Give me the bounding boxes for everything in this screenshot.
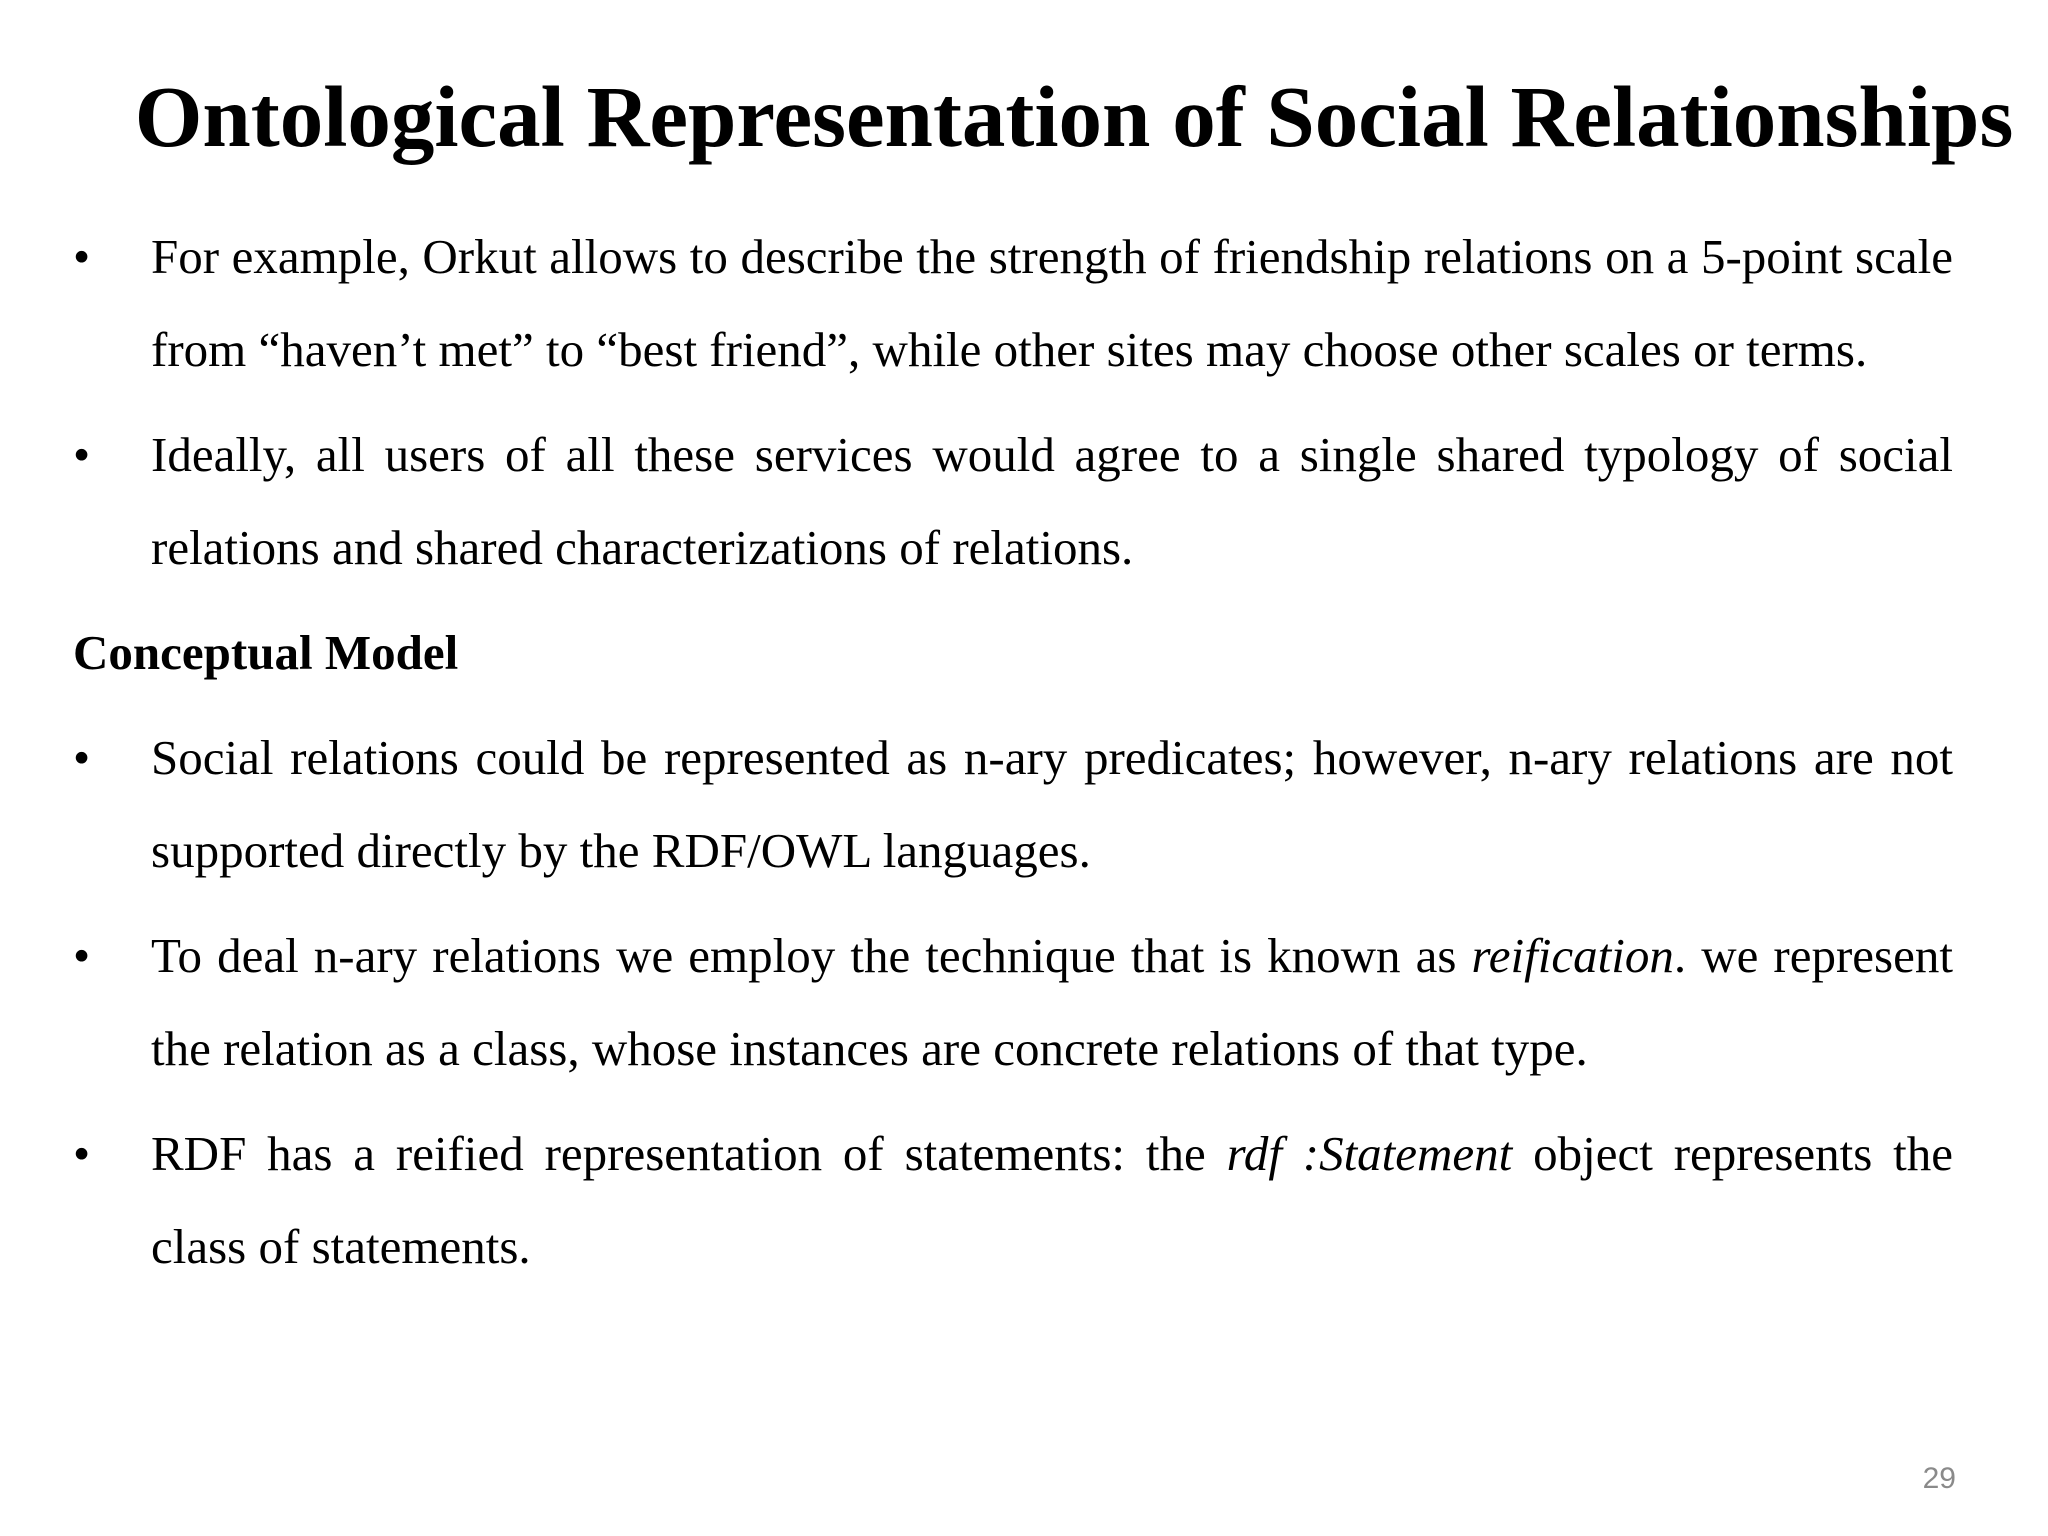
bullet-text: Social relations could be represented as n-ary predicates; however, n-ary relations are not supported directly by the RDF/OWL languages. [151,730,1953,878]
bullet-text-before: RDF has a reified representation of statements: the [151,1126,1227,1181]
page-number: 29 [1922,1462,1956,1495]
bullet-icon: • [73,928,91,983]
bullet-text [151,1126,1953,1274]
bullet-item [73,408,1953,594]
bullet-icon: • [73,427,91,482]
bullet-item [73,909,1953,1095]
slide-title: Ontological Representation of Social Relationships [134,68,2014,165]
bullet-item [73,1107,1953,1293]
bullet-icon: • [73,730,91,785]
slide-body [73,210,1953,1305]
bullet-text-after: object represents the class of statements. [151,1126,1954,1274]
bullet-icon: • [73,1126,91,1181]
emphasis-term: reification [1471,928,1674,983]
bullet-text: Ideally, all users of all these services would agree to a single shared typology of social relations and shared characterizations of relations. [151,427,1953,575]
bullet-text: For example, Orkut allows to describe the strength of friendship relations on a 5-point scale from “haven’t met” to “best friend”, while other sites may choose other scales or terms. [151,229,1953,377]
bullet-item [73,711,1953,897]
bullet-item [73,210,1953,396]
bullet-text-after: . we represent the relation as a class, whose instances are concrete relations of that type. [151,928,1953,1076]
bullet-text [151,928,1953,1076]
bullet-text-before: To deal n-ary relations we employ the technique that is known as [151,928,1472,983]
emphasis-term: rdf :Statement [1226,1126,1513,1181]
section-heading: Conceptual Model [73,625,459,680]
bullet-icon: • [73,229,91,284]
